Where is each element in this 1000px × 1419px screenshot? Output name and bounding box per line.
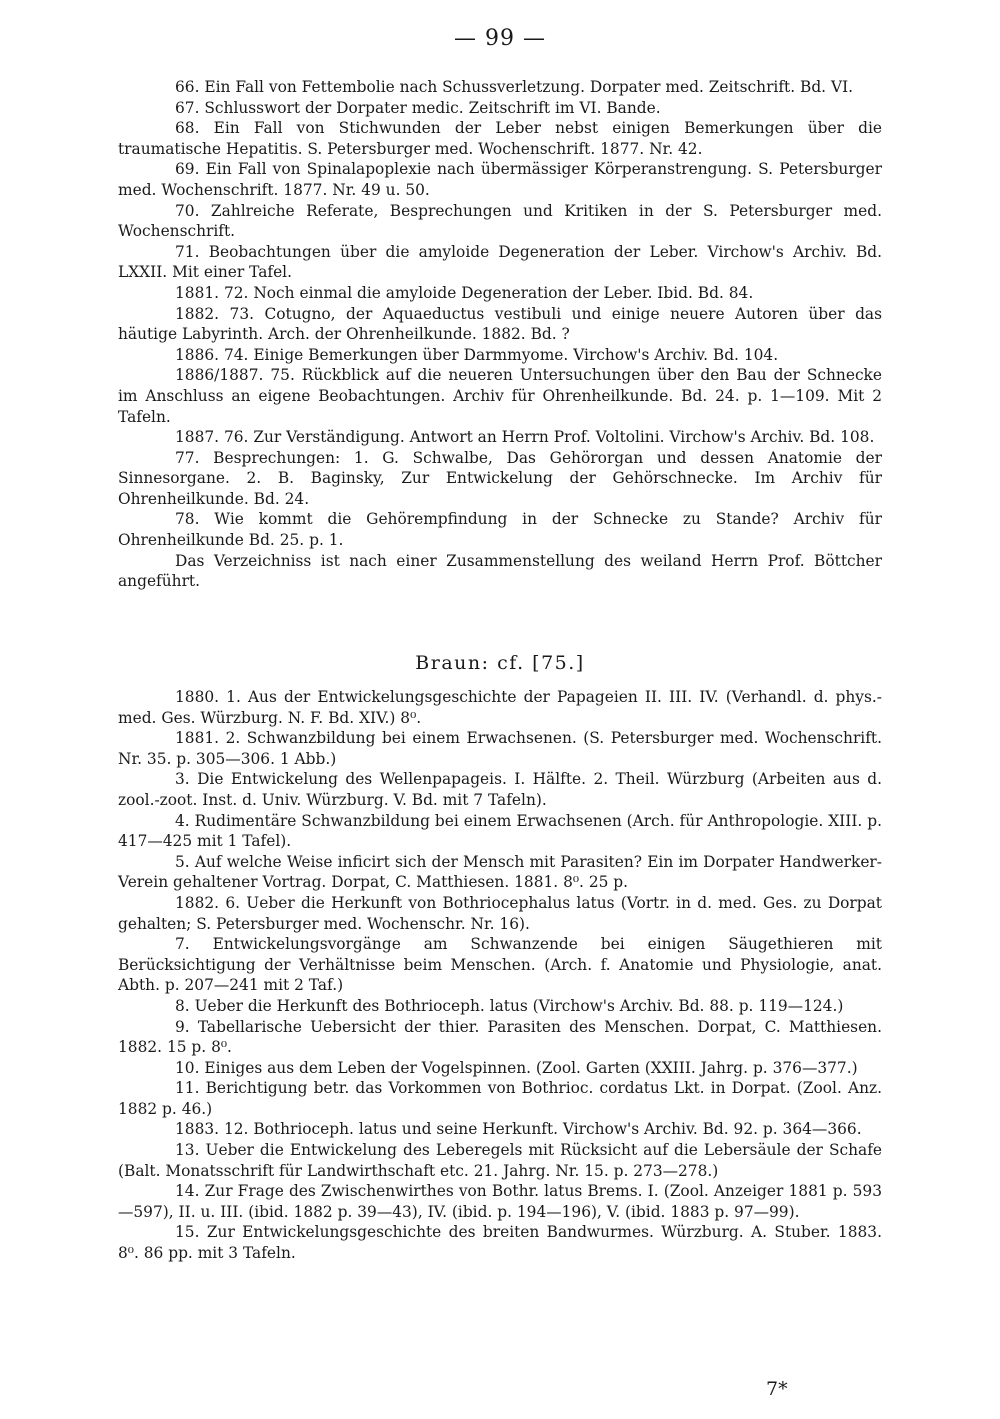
bibliography-entry-71: 71. Beobachtungen über die amyloide Degeneration der Leber. Virchow's Archiv. Bd. LXXII. Mit einer Tafel. bbox=[118, 242, 882, 282]
braun-entry-6: 1882. 6. Ueber die Herkunft von Bothriocephalus latus (Vortr. in d. med. Ges. zu Dorpat gehalten; S. Petersburger med. Wochenschr. Nr. 16). bbox=[118, 893, 882, 933]
bibliography-list-braun bbox=[118, 687, 882, 1264]
braun-entry-7: 7. Entwickelungsvorgänge am Schwanzende bei einigen Säugethieren mit Berücksichtigung der Verhältnisse beim Menschen. (Arch. f. Anatomie und Physiologie, anat. Abth. p. 207—241 mit 2 Taf.) bbox=[118, 935, 882, 995]
bibliography-entry-67: 67. Schlusswort der Dorpater medic. Zeitschrift im VI. Bande. bbox=[175, 98, 661, 117]
bibliography-source-note: Das Verzeichniss ist nach einer Zusammenstellung des weiland Herrn Prof. Böttcher angeführt. bbox=[118, 551, 882, 591]
bibliography-entry-77: 77. Besprechungen: 1. G. Schwalbe, Das Gehörorgan und dessen Anatomie der Sinnesorgane. 2. B. Baginsky, Zur Entwickelung der Gehörschnecke. Im Archiv für Ohrenheilkunde. Bd. 24. bbox=[118, 448, 882, 508]
bibliography-entry-74: 1886. 74. Einige Bemerkungen über Darmmyome. Virchow's Archiv. Bd. 104. bbox=[175, 345, 779, 364]
braun-entry-2: 1881. 2. Schwanzbildung bei einem Erwachsenen. (S. Petersburger med. Wochenschrift. Nr. 35. p. 305—306. 1 Abb.) bbox=[118, 729, 882, 768]
section-heading-braun: Braun: cf. [75.] bbox=[415, 652, 585, 674]
printer-signature-mark: 7* bbox=[766, 1378, 788, 1400]
braun-entry-5: 5. Auf welche Weise inficirt sich der Mensch mit Parasiten? Ein im Dorpater Handwerker-Verein gehaltener Vortrag. Dorpat, C. Matthiesen. 1881. 8⁰. 25 p. bbox=[118, 852, 882, 892]
bibliography-entry-78: 78. Wie kommt die Gehörempfindung in der Schnecke zu Stande? Archiv für Ohrenheilkunde Bd. 25. p. 1. bbox=[118, 510, 882, 550]
bibliography-entry-69: 69. Ein Fall von Spinalapoplexie nach übermässiger Körperanstrengung. S. Petersburger med. Wochenschrift. 1877. Nr. 49 u. 50. bbox=[118, 160, 882, 199]
bibliography-entry-66: 66. Ein Fall von Fettembolie nach Schussverletzung. Dorpater med. Zeitschrift. Bd. VI. bbox=[175, 78, 854, 96]
bibliography-entry-72: 1881. 72. Noch einmal die amyloide Degeneration der Leber. Ibid. Bd. 84. bbox=[175, 283, 754, 302]
braun-entry-15: 15. Zur Entwickelungsgeschichte des breiten Bandwurmes. Würzburg. A. Stuber. 1883. 8⁰. 86 pp. mit 3 Tafeln. bbox=[118, 1223, 882, 1263]
braun-entry-4: 4. Rudimentäre Schwanzbildung bei einem Erwachsenen (Arch. für Anthropologie. XIII. p. 417—425 mit 1 Tafel). bbox=[118, 811, 882, 851]
braun-entry-1: 1880. 1. Aus der Entwickelungsgeschichte der Papageien II. III. IV. (Verhandl. d. phys.-med. Ges. Würzburg. N. F. Bd. XIV.) 8⁰. bbox=[118, 688, 882, 727]
bibliography-entry-75: 1886/1887. 75. Rückblick auf die neueren Untersuchungen über den Bau der Schnecke im Anschluss an eigene Beobachtungen. Archiv für Ohrenheilkunde. Bd. 24. p. 1—109. Mit 2 Tafeln. bbox=[118, 366, 882, 426]
braun-entry-11: 11. Berichtigung betr. das Vorkommen von Bothrioc. cordatus Lkt. in Dorpat. (Zool. Anz. 1882 p. 46.) bbox=[118, 1079, 882, 1118]
bibliography-entry-68: 68. Ein Fall von Stichwunden der Leber nebst einigen Bemerkungen über die traumatische Hepatitis. S. Petersburger med. Wochenschrift. 1877. Nr. 42. bbox=[118, 119, 882, 158]
braun-entry-12: 1883. 12. Bothrioceph. latus und seine Herkunft. Virchow's Archiv. Bd. 92. p. 364—366. bbox=[175, 1120, 862, 1139]
braun-entry-10: 10. Einiges aus dem Leben der Vogelspinnen. (Zool. Garten (XXIII. Jahrg. p. 376—377.) bbox=[175, 1058, 858, 1077]
page-number: — 99 — bbox=[454, 26, 546, 51]
bibliography-entry-76: 1887. 76. Zur Verständigung. Antwort an Herrn Prof. Voltolini. Virchow's Archiv. Bd. 108. bbox=[175, 428, 875, 447]
bibliography-entry-73: 1882. 73. Cotugno, der Aquaeductus vestibuli und einige neuere Autoren über das häutige Labyrinth. Arch. der Ohrenheilkunde. 1882. Bd. ? bbox=[118, 304, 882, 344]
braun-entry-14: 14. Zur Frage des Zwischenwirthes von Bothr. latus Brems. I. (Zool. Anzeiger 1881 p. 593—597), II. u. III. (ibid. 1882 p. 39—43), IV. (ibid. p. 194—196), V. (ibid. 1883 p. 97—99). bbox=[118, 1182, 882, 1221]
braun-entry-3: 3. Die Entwickelung des Wellenpapageis. I. Hälfte. 2. Theil. Würzburg (Arbeiten aus d. zool.-zoot. Inst. d. Univ. Würzburg. V. Bd. mit 7 Tafeln). bbox=[118, 770, 882, 809]
braun-entry-8: 8. Ueber die Herkunft des Bothrioceph. latus (Virchow's Archiv. Bd. 88. p. 119—124.) bbox=[175, 996, 844, 1015]
bibliography-list-continued bbox=[118, 77, 882, 592]
braun-entry-9: 9. Tabellarische Uebersicht der thier. Parasiten des Menschen. Dorpat, C. Matthiesen. 1882. 15 p. 8⁰. bbox=[118, 1017, 882, 1057]
braun-entry-13: 13. Ueber die Entwickelung des Leberegels mit Rücksicht auf die Lebersäule der Schafe (Balt. Monatsschrift für Landwirthschaft etc. 21. Jahrg. Nr. 15. p. 273—278.) bbox=[118, 1141, 882, 1180]
bibliography-entry-70: 70. Zahlreiche Referate, Besprechungen und Kritiken in der S. Petersburger med. Wochenschrift. bbox=[118, 201, 882, 241]
